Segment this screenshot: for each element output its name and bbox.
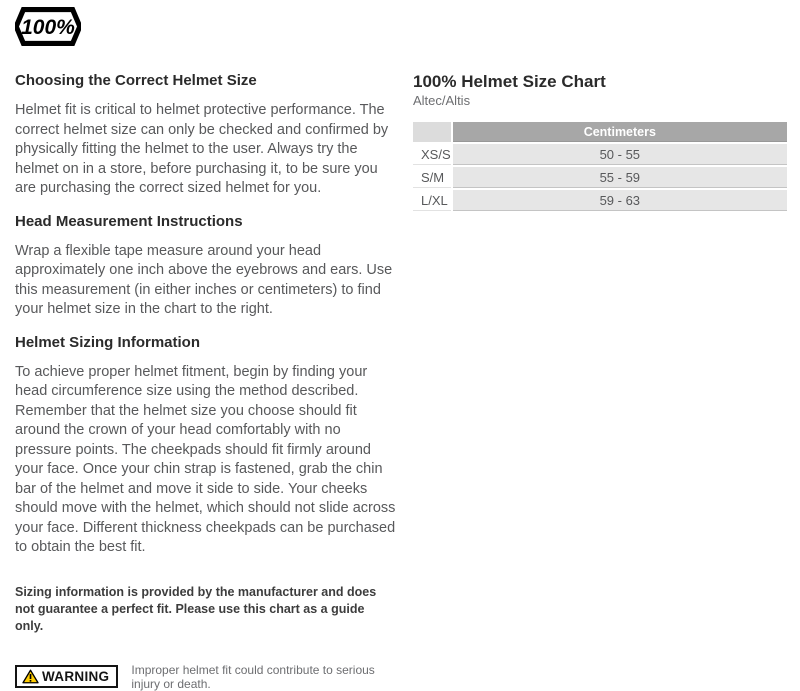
section-choosing-size [15,72,397,199]
warning-box [15,665,118,688]
size-chart-table [413,122,787,213]
size-chart-title: 100% Helmet Size Chart [413,72,606,91]
brand-logo [15,7,81,46]
table-row [413,167,787,190]
section-heading: Head Measurement Instructions [15,212,243,230]
table-header-row [413,122,787,144]
size-chart-subtitle: Altec/Altis [413,93,471,108]
size-label-cell: XS/S [413,144,453,167]
right-column [413,72,787,691]
brand-logo-text: 100% [21,16,75,40]
left-column [15,72,397,691]
table-row [413,144,787,167]
section-head-measurement [15,213,397,320]
table-row [413,190,787,213]
section-heading: Choosing the Correct Helmet Size [15,72,257,89]
size-label-cell: S/M [413,167,453,190]
disclaimer-text: Sizing information is provided by the manufacturer and does not guarantee a perfect fit. Please use this chart as a guide only. [15,584,377,633]
content-columns [15,72,787,691]
size-range-cell: 59 - 63 [453,190,787,213]
brand-logo-icon [15,7,81,46]
size-chart-units-header: Centimeters [453,122,787,144]
size-label-cell: L/XL [413,190,453,213]
warning-text: Improper helmet fit could contribute to serious injury or death. [131,662,375,691]
section-body: Wrap a flexible tape measure around your head approximately one inch above the eyebrows and ears. Use this measurement (in either inches or centimeters) to find your helmet size in the chart to the right. [15,242,393,317]
section-heading: Helmet Sizing Information [15,333,201,351]
size-range-cell: 55 - 59 [453,167,787,190]
section-body: To achieve proper helmet fitment, begin by finding your head circumference size using the method described. Remember that the helmet size you choose should fit around the crown of your head comfortably with no pressure points. The cheekpads should fit firmly around your face. Once your chin strap is fastened, grab the chin bar of the helmet and move it side to side. Your cheeks should move with the helmet, which should not slide across your face. Different thickness cheekpads can be purchased to obtain the best fit. [15,363,396,555]
warning-strip [15,663,397,691]
section-body: Helmet fit is critical to helmet protective performance. The correct helmet size can only be checked and confirmed by physically fitting the helmet to the user. Always try the helmet on in a store, before purchasing it, to be sure you are purchasing the correct sized helmet for you. [15,102,389,196]
warning-label: WARNING [42,669,110,684]
size-range-cell: 50 - 55 [453,144,787,167]
section-sizing-information [15,334,397,558]
size-chart-corner-cell [413,122,453,144]
warning-triangle-icon [22,669,39,684]
